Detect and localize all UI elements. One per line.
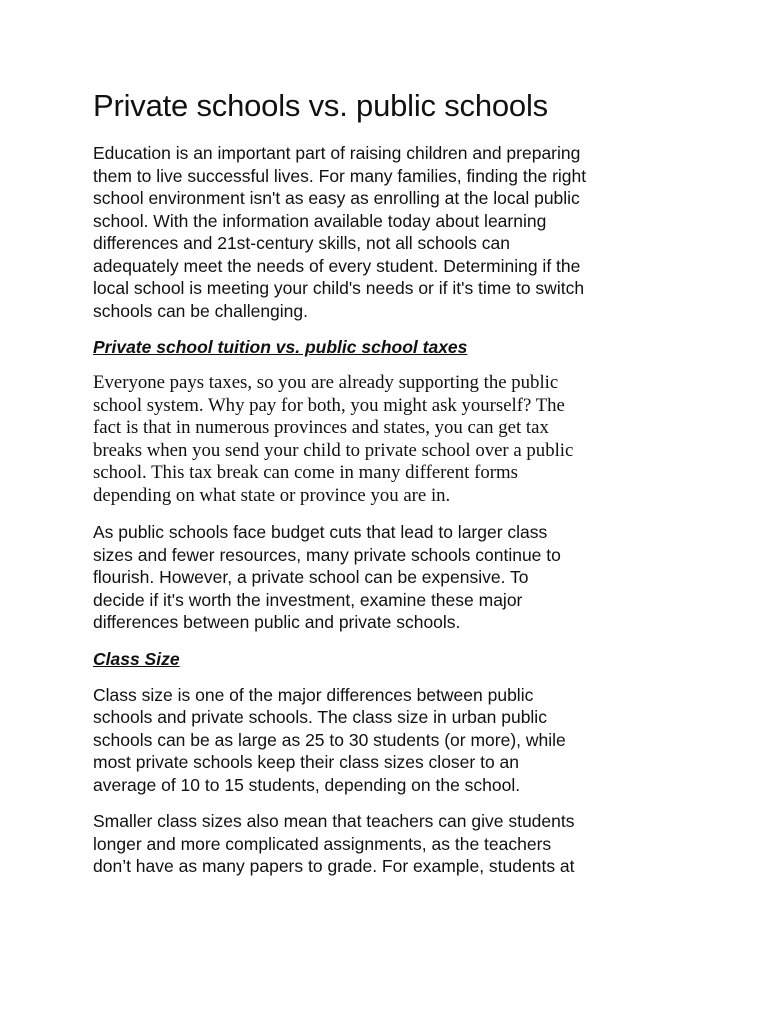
text-line: Class size is one of the major differences between public xyxy=(93,684,534,705)
text-line: Everyone pays taxes, so you are already supporting the public xyxy=(93,372,559,393)
text-line: average of 10 to 15 students, depending on the school. xyxy=(93,774,521,795)
text-line: school. This tax break can come in many different forms xyxy=(93,462,518,483)
text-line: As public schools face budget cuts that lead to larger class xyxy=(93,522,548,542)
text-line: differences and 21st-century skills, not all schools can xyxy=(93,233,510,253)
text-line: them to live successful lives. For many families, finding the right xyxy=(93,165,587,186)
text-line: school environment isn't as easy as enrolling at the local public xyxy=(93,188,580,208)
taxes-paragraph xyxy=(93,372,683,507)
text-line: Education is an important part of raising children and preparing xyxy=(93,143,581,163)
page-title: Private schools vs. public schools xyxy=(93,88,548,123)
text-line: Smaller class sizes also mean that teachers can give students xyxy=(93,811,575,831)
text-line: longer and more complicated assignments, as the teachers xyxy=(93,833,552,854)
text-line: differences between public and private schools. xyxy=(93,612,461,632)
text-line: local school is meeting your child's needs or if it's time to switch xyxy=(93,278,585,298)
text-line: fact is that in numerous provinces and states, you can get tax xyxy=(93,417,549,438)
text-line: sizes and fewer resources, many private schools continue to xyxy=(93,544,561,565)
text-line: don’t have as many papers to grade. For example, students at xyxy=(93,856,575,876)
section-heading-class-size: Class Size xyxy=(93,648,180,669)
text-line: schools can be challenging. xyxy=(93,300,309,321)
text-line: school system. Why pay for both, you might ask yourself? The xyxy=(93,394,565,416)
text-line: school. With the information available today about learning xyxy=(93,210,547,231)
budget-paragraph xyxy=(93,521,683,634)
text-line: schools and private schools. The class size in urban public xyxy=(93,707,547,727)
document-page xyxy=(93,86,683,892)
text-line: depending on what state or province you are in. xyxy=(93,484,451,506)
intro-paragraph xyxy=(93,142,683,322)
text-line: most private schools keep their class sizes closer to an xyxy=(93,752,520,772)
text-line: flourish. However, a private school can be expensive. To xyxy=(93,567,529,587)
text-line: breaks when you send your child to private school over a public xyxy=(93,439,574,461)
class-size-paragraph xyxy=(93,684,683,797)
text-line: adequately meet the needs of every student. Determining if the xyxy=(93,255,581,276)
text-line: schools can be as large as 25 to 30 students (or more), while xyxy=(93,729,566,750)
section-heading-tuition-vs-taxes: Private school tuition vs. public school taxes xyxy=(93,337,468,357)
text-line: decide if it's worth the investment, examine these major xyxy=(93,589,523,610)
smaller-classes-paragraph xyxy=(93,810,683,878)
